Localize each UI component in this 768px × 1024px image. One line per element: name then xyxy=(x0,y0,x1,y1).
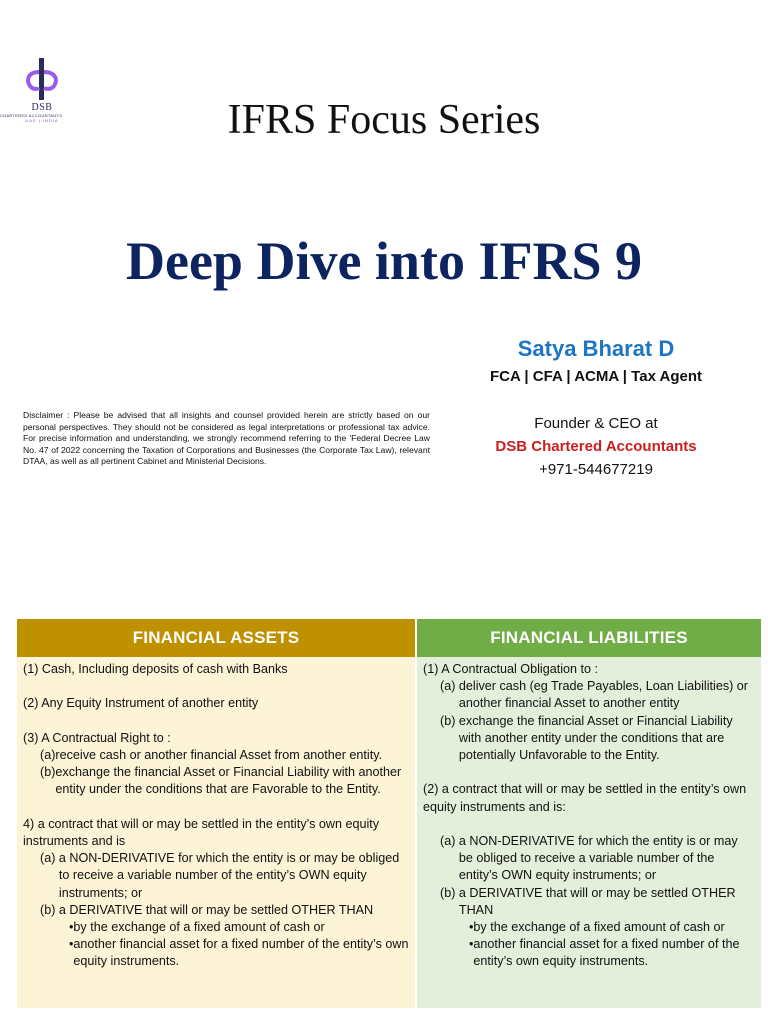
assets-item-1: (1) Cash, Including deposits of cash with Banks xyxy=(23,662,288,676)
liab-item-2a-text: a NON-DERIVATIVE for which the entity is or may be obliged to receive a variable number of the entity’s OWN equity instruments; or xyxy=(458,834,738,883)
liab-item-1b xyxy=(423,713,755,765)
financial-assets-body xyxy=(17,657,415,1008)
assets-item-3a-marker: (a) xyxy=(40,747,56,762)
liab-item-2a xyxy=(423,833,755,885)
liab-item-2b-marker: (b) xyxy=(440,885,459,900)
assets-item-4b-text: a DERIVATIVE that will or may be settled OTHER THAN xyxy=(58,902,374,917)
financial-liabilities-column xyxy=(417,619,761,1008)
financial-assets-header: FINANCIAL ASSETS xyxy=(17,619,415,657)
logo-name: DSB xyxy=(31,102,53,113)
financial-assets-column xyxy=(17,619,415,1008)
series-title: IFRS Focus Series xyxy=(227,97,541,143)
assets-bullet-2-text: another financial asset for a fixed number of the entity’s own equity instruments. xyxy=(73,937,409,969)
liab-bullet-2-marker: • xyxy=(469,937,474,952)
liab-item-1b-marker: (b) xyxy=(440,713,459,728)
assets-item-3b-marker: (b) xyxy=(40,765,56,780)
liab-bullet-2 xyxy=(423,936,755,970)
assets-item-4b xyxy=(23,902,409,919)
assets-item-3a-text: receive cash or another financial Asset from another entity. xyxy=(55,747,383,762)
assets-item-3-intro: (3) A Contractual Right to : xyxy=(23,730,171,745)
liab-item-2a-marker: (a) xyxy=(440,834,459,848)
liab-item-2b xyxy=(423,885,755,919)
assets-bullet-1 xyxy=(23,919,409,936)
liab-bullet-1 xyxy=(423,919,755,936)
assets-bullet-2-marker: • xyxy=(69,937,74,952)
author-phone: +971-544677219 xyxy=(539,461,653,478)
liab-item-1a xyxy=(423,678,755,712)
assets-item-4b-marker: (b) xyxy=(40,902,59,917)
disclaimer-text: Disclaimer : Please be advised that all insights and counsel provided herein are strictly based on our personal perspectives. They should not be considered as legal interpretations or professional tax advice. For precise information and understanding, we strongly recommend referring to the 'Federal Decree Law No. 47 of 2022 concerning the Taxation of Corporations and Businesses (the Corporate Tax Law), relevant DTAA, as well as all pertinent Cabinet and Ministerial Decisions. xyxy=(23,410,430,466)
main-title: Deep Dive into IFRS 9 xyxy=(126,231,642,291)
assets-item-4a-marker: (a) xyxy=(40,851,59,866)
liab-bullet-1-text: by the exchange of a fixed amount of cash or xyxy=(473,920,725,935)
liab-item-2-intro: (2) a contract that will or may be settled in the entity’s own equity instruments and is: xyxy=(423,782,747,814)
author-firm: DSB Chartered Accountants xyxy=(495,438,697,455)
liab-item-1a-marker: (a) xyxy=(440,679,459,694)
assets-item-4a-text: a NON-DERIVATIVE for which the entity is or may be obliged to receive a variable number of the entity’s OWN equity instruments; or xyxy=(58,851,400,900)
liab-item-1a-text: deliver cash (eg Trade Payables, Loan Liabilities) or another financial Asset to another entity xyxy=(458,679,749,711)
liab-item-1-intro: (1) A Contractual Obligation to : xyxy=(423,662,599,676)
liab-bullet-1-marker: • xyxy=(469,920,474,935)
author-name: Satya Bharat D xyxy=(517,336,675,361)
liab-item-2b-text: a DERIVATIVE that will or may be settled OTHER THAN xyxy=(458,885,736,917)
logo-location: UAE | INDIA xyxy=(25,118,59,123)
assets-item-3a xyxy=(23,747,409,764)
assets-item-4-intro: 4) a contract that will or may be settled in the entity’s own equity instruments and is xyxy=(23,816,380,848)
assets-bullet-1-text: by the exchange of a fixed amount of cash or xyxy=(73,920,325,934)
author-role: Founder & CEO at xyxy=(534,415,658,432)
author-credentials: FCA | CFA | ACMA | Tax Agent xyxy=(489,368,703,385)
assets-item-3b-text: exchange the financial Asset or Financial Liability with another entity under the conditions that are Favorable to the Entity. xyxy=(55,765,402,797)
comparison-table xyxy=(17,619,761,1008)
liab-item-1b-text: exchange the financial Asset or Financial Liability with another entity under the conditions that are potentially Unfavorable to the Entity. xyxy=(458,713,733,763)
logo-subtitle: CHARTERED ACCOUNTANTS xyxy=(0,113,63,118)
assets-item-4a xyxy=(23,850,409,902)
liab-bullet-2-text: another financial asset for a fixed number of the entity’s own equity instruments. xyxy=(473,937,740,969)
assets-bullet-1-marker: • xyxy=(69,920,74,934)
financial-liabilities-header: FINANCIAL LIABILITIES xyxy=(417,619,761,657)
assets-bullet-2 xyxy=(23,936,409,970)
assets-item-2: (2) Any Equity Instrument of another entity xyxy=(23,696,259,711)
financial-liabilities-body xyxy=(417,657,761,1008)
assets-item-3b xyxy=(23,764,409,798)
